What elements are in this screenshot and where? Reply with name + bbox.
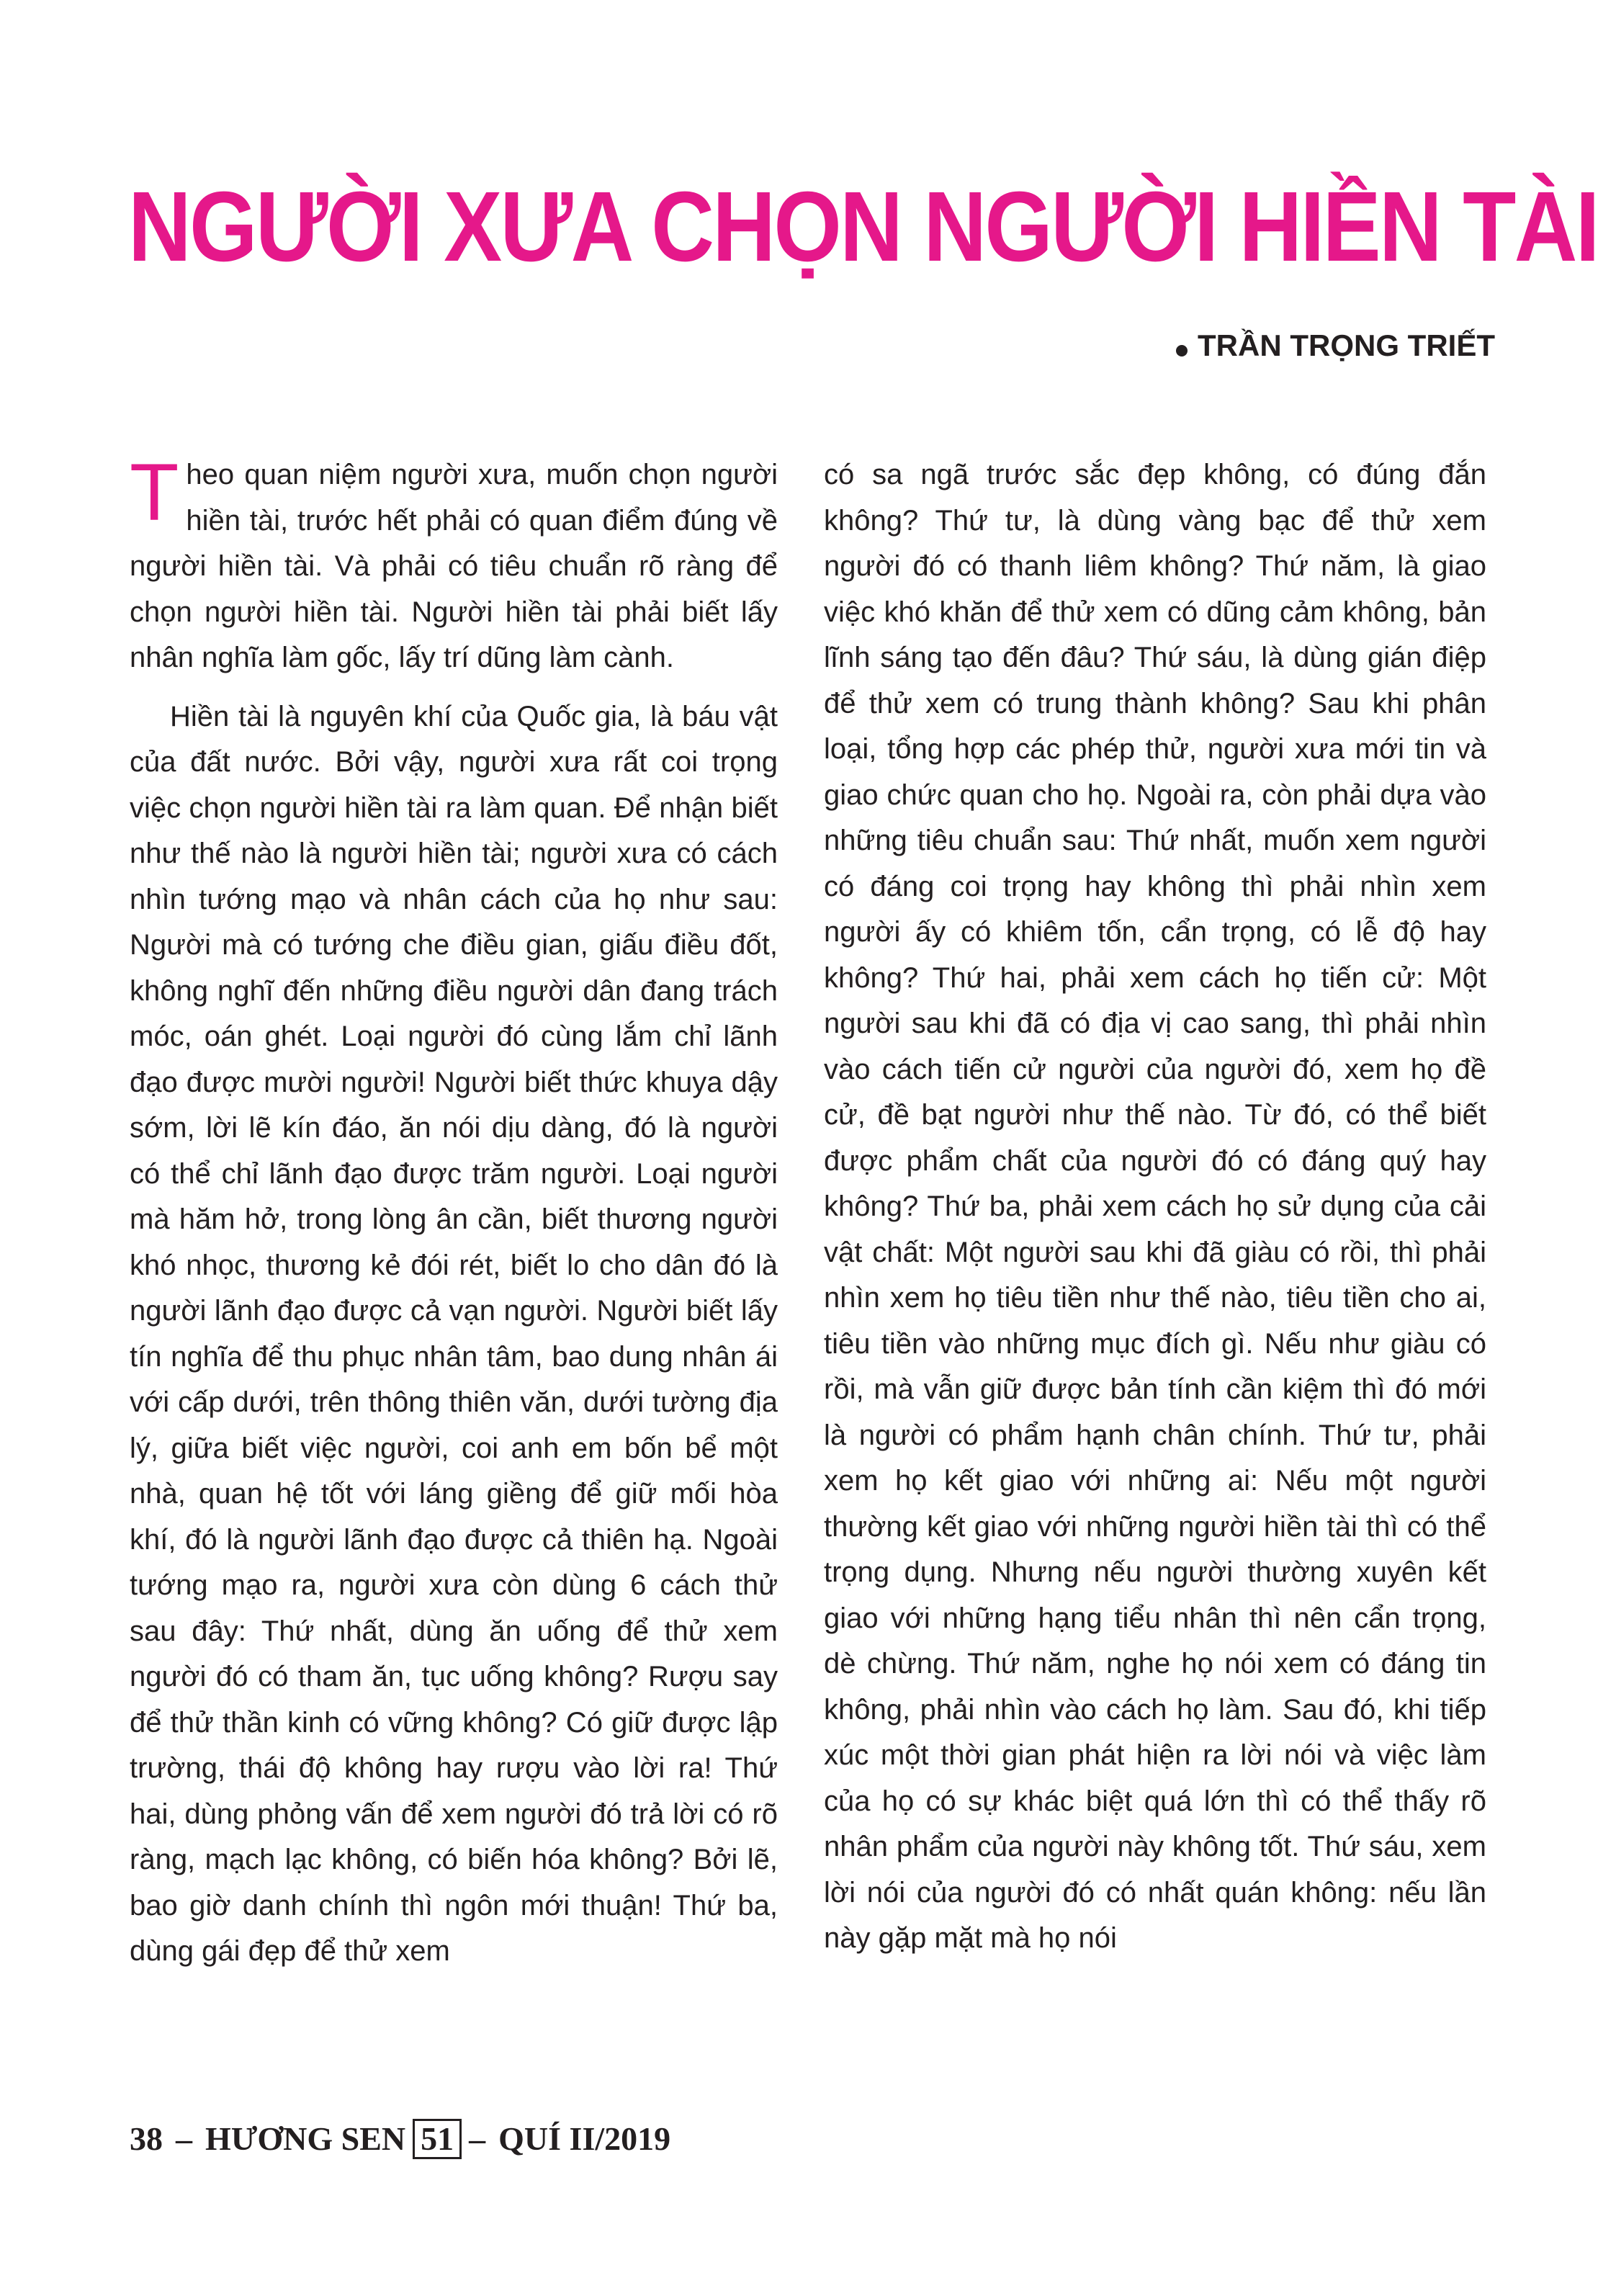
author-name: TRẦN TRỌNG TRIẾT (1198, 328, 1495, 362)
left-column (130, 447, 778, 1975)
right-column (824, 452, 1486, 1962)
intro-paragraph (130, 447, 778, 681)
author-line (1176, 324, 1495, 367)
body-paragraph-continued: có sa ngã trước sắc đẹp không, có đúng đắn không? Thứ tư, là dùng vàng bạc để thử xem người đó có thanh liêm không? Thứ năm, là giao việc khó khăn để thử xem có dũng cảm không, bản lĩnh sáng tạo đến đâu? Thứ sáu, là dùng gián điệp để thử xem có trung thành không? Sau khi phân loại, tổng hợp các phép thử, người xưa mới tin và giao chức quan cho họ. Ngoài ra, còn phải dựa vào những tiêu chuẩn sau: Thứ nhất, muốn xem người có đáng coi trọng hay không thì phải nhìn xem người ấy có khiêm tốn, cẩn trọng, có lễ độ hay không? Thứ hai, phải xem cách họ tiến cử: Một người sau khi đã có địa vị cao sang, thì phải nhìn vào cách tiến cử người của người đó, xem họ đề cử, đề bạt người như thế nào. Từ đó, có thể biết được phẩm chất của người đó có đáng quý hay không? Thứ ba, phải xem cách họ sử dụng của cải vật chất: Một người sau khi đã giàu có rồi, thì phải nhìn xem họ tiêu tiền như thế nào, tiêu tiền cho ai, tiêu tiền vào những mục đích gì. Nếu như giàu có rồi, mà vẫn giữ được bản tính cần kiệm thì đó mới là người có phẩm hạnh chân chính. Thứ tư, phải xem họ kết giao với những ai: Nếu một người thường kết giao với những người hiền tài thì có thể trọng dụng. Nhưng nếu người thường xuyên kết giao với những hạng tiểu nhân thì nên cẩn trọng, dè chừng. Thứ năm, nghe họ nói xem có đáng tin không, phải nhìn vào cách họ làm. Sau đó, khi tiếp xúc một thời gian phát hiện ra lời nói và việc làm của họ có sự khác biệt quá lớn thì có thể thấy rõ nhân phẩm của người này không tốt. Thứ sáu, xem lời nói của người đó có nhất quán không: nếu lần này gặp mặt mà họ nói (824, 459, 1486, 1954)
issue-number: 51 (413, 2119, 462, 2159)
page-number: 38 (130, 2120, 163, 2157)
page-footer (130, 2117, 670, 2161)
body-paragraph: Hiền tài là nguyên khí của Quốc gia, là báu vật của đất nước. Bởi vậy, người xưa rất coi trọng việc chọn người hiền tài ra làm quan. Để nhận biết như thế nào là người hiền tài; người xưa có cách nhìn tướng mạo và nhân cách của họ như sau: Người mà có tướng che điều gian, giấu điều đốt, không nghĩ đến những điều người dân đang trách móc, oán ghét. Loại người đó cùng lắm chỉ lãnh đạo được mười người! Người biết thức khuya dậy sớm, lời lẽ kín đáo, ăn nói dịu dàng, đó là người có thể chỉ lãnh đạo được trăm người. Loại người mà hăm hở, trong lòng ân cần, biết thương người khó nhọc, thương kẻ đói rét, biết lo cho dân đó là người lãnh đạo được cả vạn người. Người biết lấy tín nghĩa để thu phục nhân tâm, bao dung nhân ái với cấp dưới, trên thông thiên văn, dưới tường địa lý, giữa biết việc người, coi anh em bốn bể một nhà, quan hệ tốt với láng giềng để giữ mối hòa khí, đó là người lãnh đạo được cả thiên hạ. Ngoài tướng mạo ra, người xưa còn dùng 6 cách thử sau đây: Thứ nhất, dùng ăn uống để thử xem người đó có tham ăn, tục uống không? Rượu say để thử thần kinh có vững không? Có giữ được lập trường, thái độ không hay rượu vào lời ra! Thứ hai, dùng phỏng vấn để xem người đó trả lời có rõ ràng, mạch lạc không, có biến hóa không? Bởi lẽ, bao giờ danh chính thì ngôn mới thuận! Thứ ba, dùng gái đẹp để thử xem (130, 700, 778, 1967)
footer-dash: – (469, 2120, 486, 2157)
magazine-name: HƯƠNG SEN (205, 2120, 406, 2157)
article-title: NGƯỜI XƯA CHỌN NGƯỜI HIỀN TÀI (128, 171, 1598, 282)
intro-paragraph-text: heo quan niệm người xưa, muốn chọn người hiền tài, trước hết phải có quan điểm đúng về người hiền tài. Và phải có tiêu chuẩn rõ ràng để chọn người hiền tài. Người hiền tài phải biết lấy nhân nghĩa làm gốc, lấy trí dũng làm cành. (130, 459, 778, 673)
issue-quarter: QUÍ II/2019 (498, 2120, 671, 2157)
footer-dash: – (176, 2120, 192, 2157)
bullet-icon (1176, 345, 1188, 356)
drop-cap: T (130, 447, 179, 537)
